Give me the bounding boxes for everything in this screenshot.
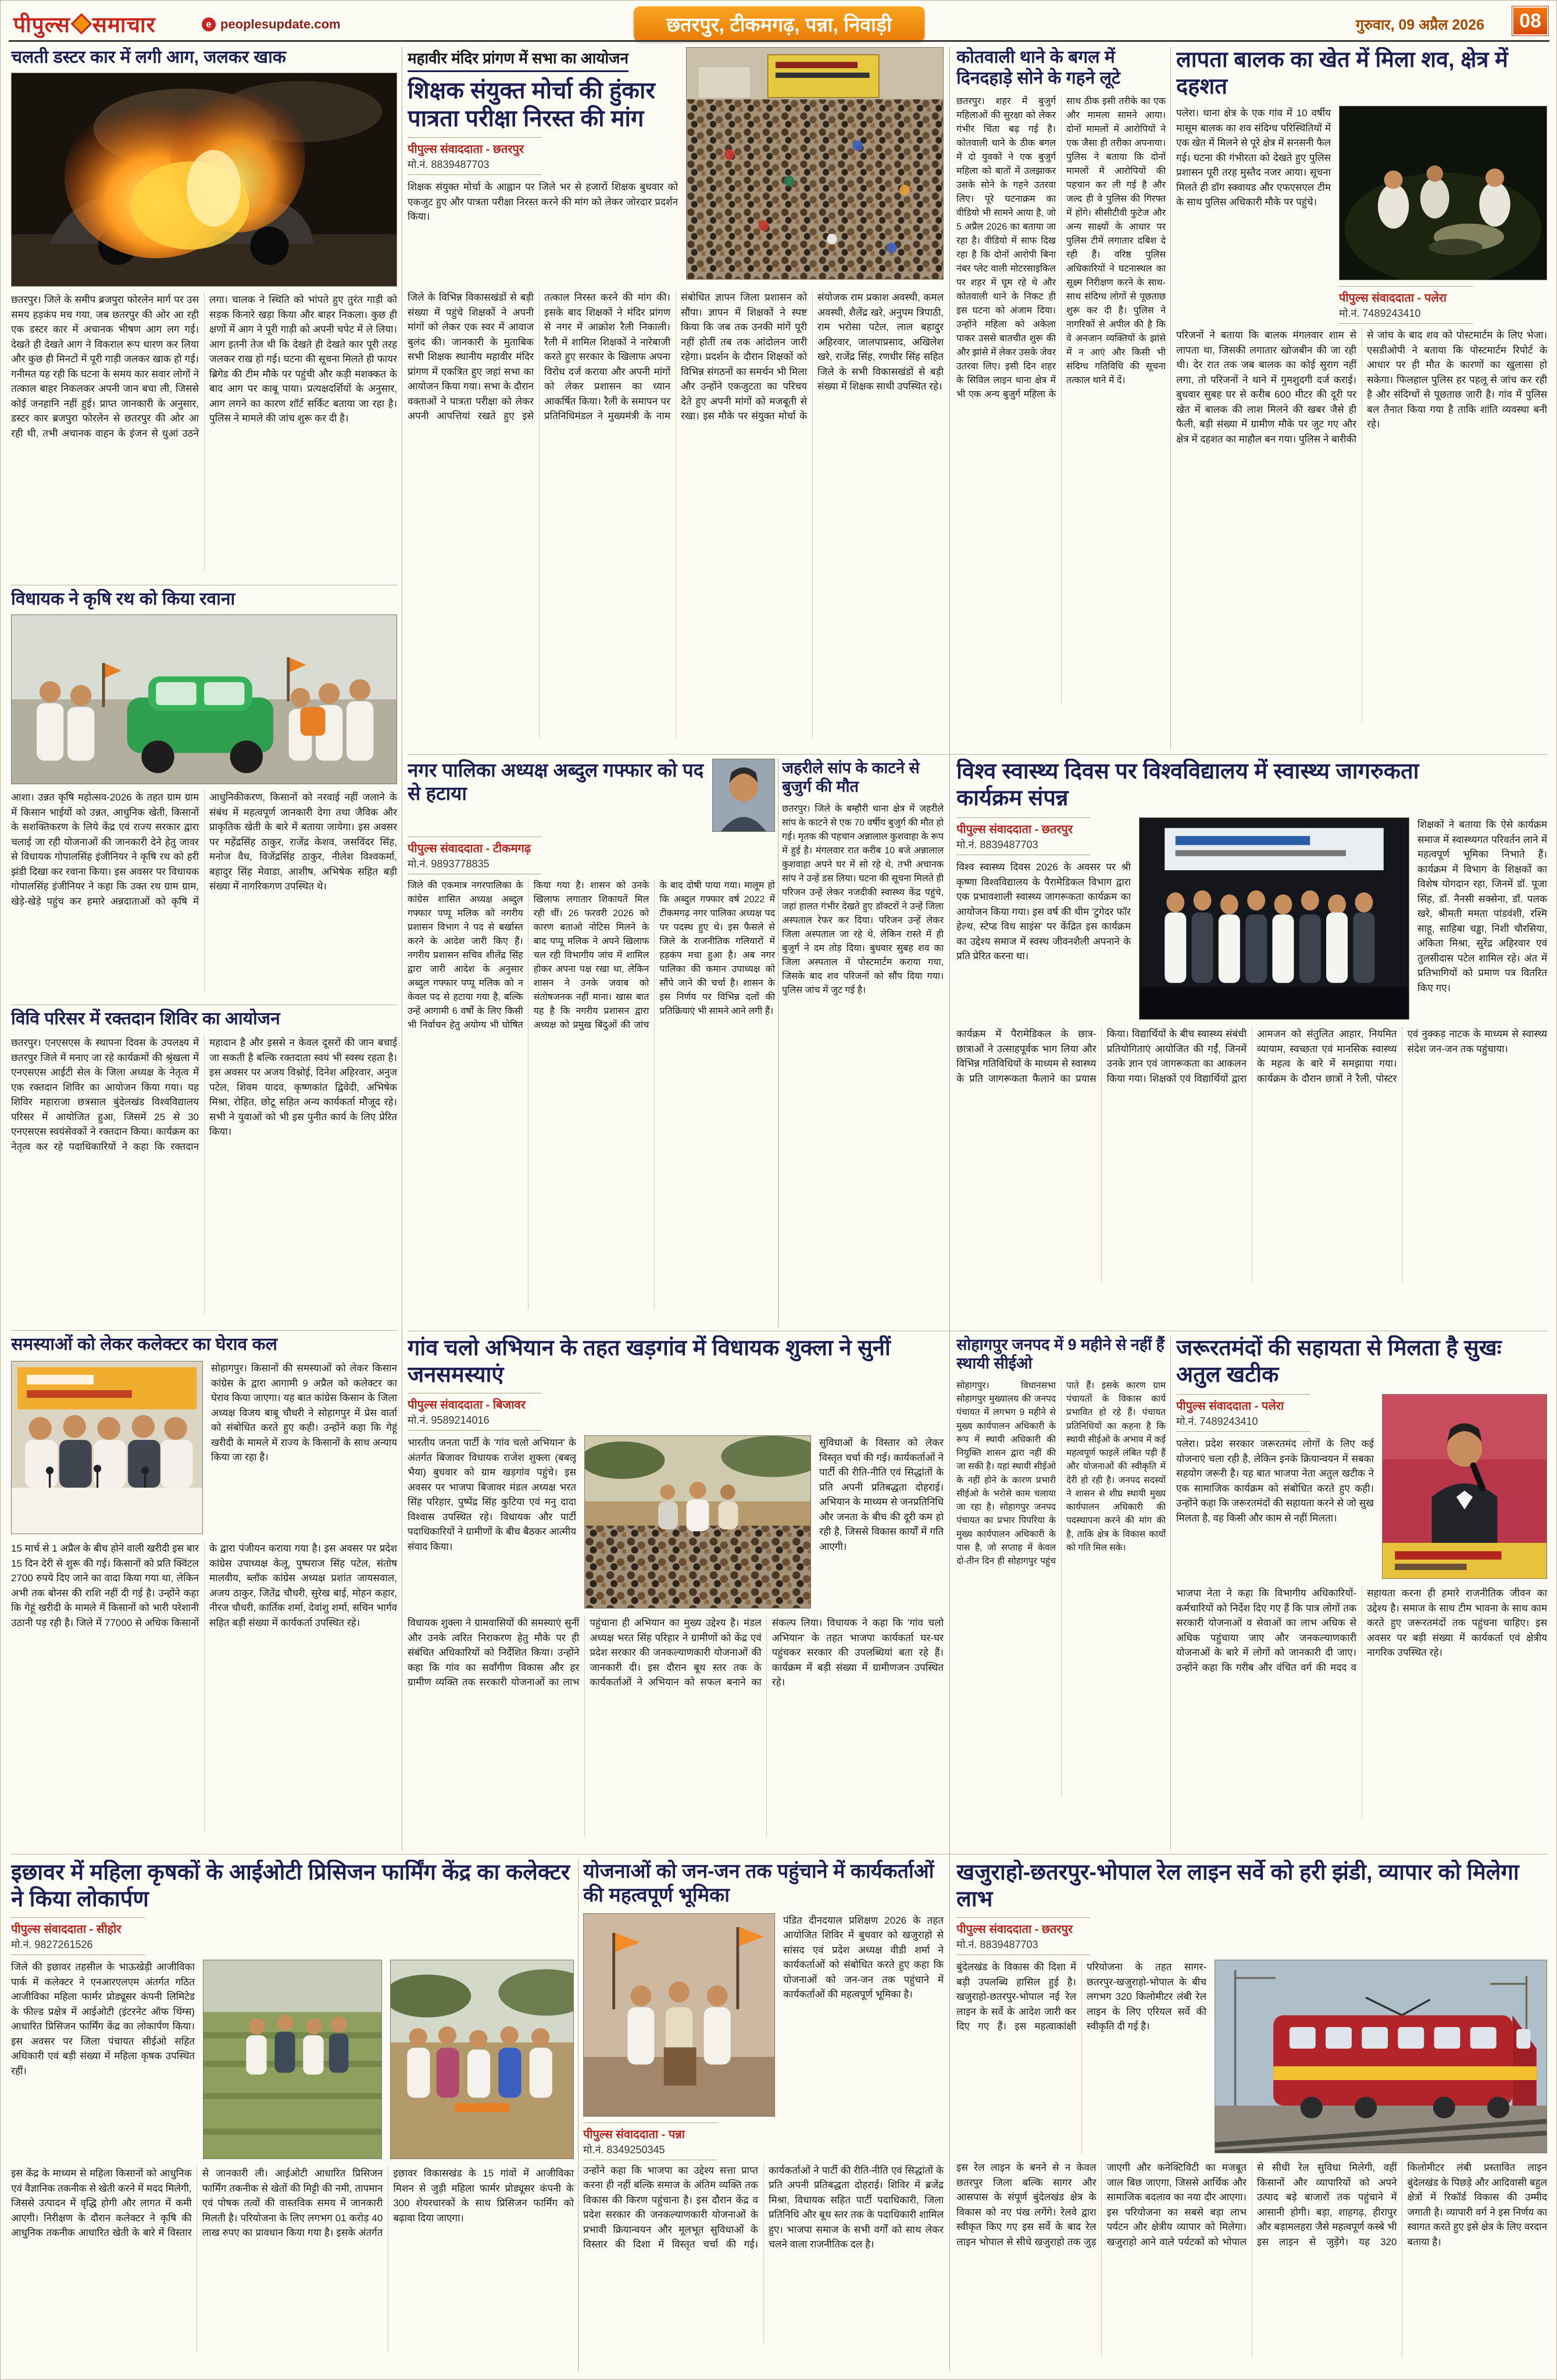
byline: [408, 837, 541, 874]
logo-text-2: समाचार: [92, 13, 156, 37]
byline: [1176, 1394, 1310, 1432]
article-headline: नगर पालिका अध्यक्ष अब्दुल गफ्फार को पद से हटाया: [408, 759, 704, 804]
article-body: छतरपुर। जिले के समीप ब्रजपुरा फोरलेन मार्ग पर उस समय हड़कंप मच गया, जब छतरपुर की ओर आ रही एक डस्टर कार में अचानक भीषण आग लग गई। देखते ही देखते आग ने विकराल रूप धारण कर लिया और कुछ ही मिनटों में पूरी गाड़ी जलकर खाक हो गई। गनीमत यह रही कि घटना के समय कार सवार लोगों ने तत्काल बाहर निकलकर अपनी जान बचा ली, जिससे कोई जनहानि नहीं हुई। प्राप्त जानकारी के अनुसार, डस्टर कार ब्रजपुरा फोरलेन से छतरपुर की ओर आ रही थी, तभी अचानक वाहन के इंजन से धुआं उठने लगा। चालक ने स्थिति को भांपते हुए तुरंत गाड़ी को सड़क किनारे खड़ा किया और बाहर निकला। कुछ ही क्षणों में आग ने पूरी गाड़ी को अपनी चपेट में ले लिया। आग इतनी तेज थी कि देखते ही देखते कार पूरी तरह जलकर राख हो गई। घटना की सूचना मिलते ही फायर ब्रिगेड की टीम मौके पर पहुंची और कड़ी मशक्कत के बाद आग पर काबू पाया। प्रत्यक्षदर्शियों के अनुसार, आग लगने का कारण शॉर्ट सर्किट बताया जा रहा है। पुलिस ने मामले की जांच शुरू कर दी है।: [11, 294, 397, 439]
byline-phone: मो.नं. 7489243410: [1339, 308, 1421, 320]
byline-reporter: पीपुल्स संवाददाता - छतरपुर: [956, 823, 1073, 837]
article-body: परिजनों ने बताया कि बालक मंगलवार शाम से लापता था, जिसकी लगातार खोजबीन की जा रही थी। देर रात तक जब बालक का कोई सुराग नहीं लगा, तो परिजनों ने थाने में गुमशुदगी दर्ज कराई। बुधवार सुबह घर से करीब 600 मीटर की दूरी पर खेत में बालक की लाश मिलने की खबर जैसे ही फैली, बड़ी संख्या में ग्रामीण मौके पर जुट गए और क्षेत्र में दहशत का माहौल बन गया। पुलिस ने बारीकी से जांच के बाद शव को पोस्टमार्टम के लिए भेजा। एसडीओपी ने बताया कि पोस्टमार्टम रिपोर्ट के आधार पर ही मौत के कारणों का खुलासा हो सकेगा। फिलहाल पुलिस हर पहलू से जांच कर रही है और संदिग्धों से पूछताछ जारी है। गांव में पुलिस बल तैनात किया गया है ताकि शांति व्यवस्था बनी रहे।: [1176, 330, 1547, 445]
divider: [408, 754, 1547, 755]
byline-reporter: पीपुल्स संवाददाता - पलेरा: [1176, 1400, 1284, 1413]
article-headline: सोहागपुर जनपद में 9 महीने से नहीं हैं स्थायी सीईओ: [956, 1336, 1165, 1373]
article-kicker: महावीर मंदिर प्रांगण में सभा का आयोजन: [408, 47, 628, 72]
page-number: 08: [1512, 6, 1548, 35]
article-lede: बुंदेलखंड के विकास की दिशा में बड़ी उपलब्धि हासिल हुई है। खजुराहो-छतरपुर-भोपाल नई रेल लाइन के सर्वे के आदेश जारी कर दिए गए हैं। इस महत्वाकांक्षी परियोजना के तहत सागर-छतरपुर-खजुराहो-भोपाल के बीच लगभग 320 किलोमीटर लंबी रेल लाइन के लिए एरियल सर्वे की स्वीकृति दी गई है।: [956, 1961, 1206, 2032]
byline-phone: मो.नं. 8839487703: [956, 1939, 1038, 1951]
article-car-fire: [11, 47, 397, 583]
column-rule: [949, 47, 950, 2371]
article-body: आशा। उन्नत कृषि महोत्सव-2026 के तहत ग्राम ग्राम में किसान भाईयों को उन्नत, आधुनिक खेती, किसानों के सशक्तिकरण के लिये केंद्र एवं राज्य सरकार द्वारा चलाई जा रही योजनाओं की जानकारी देने हेतु जावर से विधायक गोपालसिंह इंजीनियर ने कृषि रथ को हरी झंडी दिखा कर रवाना किया। इस अवसर पर विधायक गोपालसिंह इंजीनियर ने कहा कि उक्त रथ ग्राम ग्राम, खेड़े-खेड़े पहुंच कर हमारे अन्नदाताओं को कृषि में आधुनिकीकरण, किसानों को नरवाई नहीं जलाने के संबंध में महत्वपूर्ण जानकारी देगा तथा जैविक और प्राकृतिक खेती के बारे में बताया जायेगा। इस अवसर पर महेंद्रसिंह ठाकुर, राजेंद्र केशव, जसविंदर सिंह, मनोज वैध, विजेंद्रसिंह ठाकुर, नीलेश विश्वकर्मा, बहादुर सिंह मेवाडा, आशीष, अभिषेक सहित बड़ी संख्या में नागरिकगण उपस्थित थे।: [11, 792, 397, 907]
article-lede: भारतीय जनता पार्टी के 'गांव चलो अभियान' के अंतर्गत बिजावर विधायक राजेश शुक्ला (बबलू भैया) बुधवार को ग्राम खड़गांव पहुंचे। इस अवसर पर भाजपा बिजावर मंडल अध्यक्ष भरत सिंह परिहार, पुष्पेंद्र सिंह कुटिया एवं मनु दादा विश्वास उपस्थित रहे। विधायक और पार्टी पदाधिकारियों ने ग्रामीणों के बीच बैठकर आत्मीय संवाद किया।: [408, 1437, 576, 1552]
iot-inauguration-photo: [390, 1960, 574, 2159]
article-body: विधायक शुक्ला ने ग्रामवासियों की समस्याएं सुनीं और उनके त्वरित निराकरण हेतु मौके पर ही संबंधित अधिकारियों को निर्देशित किया। उन्होंने कहा कि गांव का सर्वांगीण विकास और हर ग्रामीण व्यक्ति तक सरकारी योजनाओं का लाभ पहुंचाना ही अभियान का मुख्य उद्देश्य है। मंडल अध्यक्ष भरत सिंह परिहार ने ग्रामीणों को केंद्र एवं प्रदेश सरकार की जनकल्याणकारी योजनाओं की जानकारी दी। इस दौरान बूथ स्तर तक के कार्यकर्ताओं ने अभियान को सफल बनाने का संकल्प लिया। विधायक ने कहा कि 'गांव चलो अभियान' के तहत भाजपा कार्यकर्ता घर-घर पहुंचकर सरकार की उपलब्धियां बता रहे हैं। कार्यक्रम में बड़ी संख्या में ग्रामीणजन उपस्थित रहे।: [408, 1617, 944, 1688]
byline: [956, 817, 1090, 855]
article-body: छतरपुर। शहर में बुजुर्ग महिलाओं की सुरक्षा को लेकर गंभीर चिंता बढ़ गई है। कोतवाली थाने के ठीक बगल में दो युवकों ने एक बुजुर्ग महिला को बातों में उलझाकर उसके सोने के गहने उतरवा लिए। पूरे घटनाक्रम का वीडियो भी सामने आया है, जो 5 अप्रैल 2026 का बताया जा रहा है। वीडियो में साफ दिख रहा है कि दोनों आरोपी बिना नंबर प्लेट वाली मोटरसाइकिल पर शहर में घूम रहे थे और कोतवाली थाने के निकट ही इस घटना को अंजाम दिया। उन्होंने महिला को अकेला पाकर उससे बातचीत शुरू की और झांसे में लेकर उसके जेवर उतरवा लिए। इसी दिन शहर के सिविल लाइन थाना क्षेत्र में भी एक अन्य बुजुर्ग महिला के साथ ठीक इसी तरीके का एक और मामला सामने आया। दोनों मामलों में आरोपियों ने एक जैसा ही तरीका अपनाया। पुलिस ने बताया कि दोनों मामलों में आरोपियों की पहचान कर ली गई है और जल्द ही वे पुलिस की गिरफ्त में होंगे। सीसीटीवी फुटेज और अन्य साक्ष्यों के आधार पर पुलिस टीमें लगातार दबिश दे रही हैं। वरिष्ठ पुलिस अधिकारियों ने घटनास्थल का सूक्ष्म निरीक्षण करने के साथ-साथ संदिग्ध लोगों से पूछताछ शुरू कर दी है। पुलिस ने नागरिकों से अपील की है कि वे अनजान व्यक्तियों के झांसे में न आएं और किसी भी संदिग्ध गतिविधि की सूचना तत्काल थाने में दें।: [956, 97, 1166, 399]
train-photo: [1215, 1960, 1547, 2153]
article-body: सोहागपुर। विधानसभा सोहागपुर मुख्यालय की जनपद पंचायत में लगभग 9 महीने से मुख्य कार्यपालन अधिकारी के रूप में स्थायी अधिकारी की नियुक्ति शासन द्वारा नहीं की जा सकी है। यहां स्थायी सीईओ के नहीं होने के कारण प्रभारी सीईओ के भरोसे काम चलाया जा रहा है। सोहागपुर जनपद पंचायत का प्रभार पिपरिया के मुख्य कार्यपालन अधिकारी के पास है, जो सप्ताह में केवल दो-तीन दिन ही सोहागपुर पहुंच पाते हैं। इसके कारण ग्राम पंचायतों के विकास कार्य प्रभावित हो रहे हैं। पंचायत प्रतिनिधियों का कहना है कि स्थायी सीईओ के अभाव में कई महत्वपूर्ण फाइलें लंबित पड़ी हैं और योजनाओं की स्वीकृति में देरी हो रही है। जनपद सदस्यों ने शासन से शीघ्र स्थायी मुख्य कार्यपालन अधिकारी की पदस्थापना करने की मांग की है, ताकि क्षेत्र के विकास कार्यों को गति मिल सके।: [956, 1380, 1166, 1567]
article-side-text: सुविधाओं के विस्तार को लेकर विस्तृत चर्चा की गई। कार्यकर्ताओं ने पार्टी की रीति-नीति एवं सिद्धांतों के प्रति अपनी प्रतिबद्धता दोहराई। अभियान के माध्यम से जनप्रतिनिधि और जनता के बीच की दूरी कम हो रही है, जिससे विकास कार्यों में गति आएगी।: [819, 1437, 944, 1552]
region-banner: छतरपुर, टीकमगढ़, पन्ना, निवाड़ी: [634, 6, 924, 41]
website-icon: e: [202, 17, 216, 31]
article-lede: पलेरा। थाना क्षेत्र के एक गांव में 10 वर्षीय मासूम बालक का शव संदिग्ध परिस्थितियों में एक खेत में मिलने से पूरे क्षेत्र में सनसनी फैल गई। घटना की गंभीरता को देखते हुए पुलिस प्रशासन पूरी तरह मुस्तैद नजर आया। सूचना मिलते ही डॉग स्क्वायड और एफएसएल टीम के साथ पुलिस अधिकारी मौके पर पहुंचे।: [1176, 108, 1331, 208]
byline-phone: मो.नं. 9589214016: [408, 1414, 490, 1427]
logo-emblem-icon: [70, 13, 92, 34]
article-lede: शिक्षक संयुक्त मोर्चा के आह्वान पर जिले भर से हजारों शिक्षक बुधवार को एकजुट हुए और पात्रता परीक्षा निरस्त करने की मांग को लेकर जोरदार प्रदर्शन किया।: [408, 181, 678, 222]
article-headline: विधायक ने कृषि रथ को किया रवाना: [11, 589, 235, 609]
article-shikshak-morcha: [408, 47, 944, 749]
article-rail-line: [956, 1860, 1547, 2371]
byline-reporter: पीपुल्स संवाददाता - सीहोर: [11, 1923, 122, 1936]
article-body: जिले की एकमात्र नगरपालिका के कांग्रेस शासित अध्यक्ष अब्दुल गफ्फार पप्पू मलिक को नगरीय प्रशासन विभाग ने पद से बर्खास्त करने के आदेश जारी किए हैं। नगरीय प्रशासन सचिव शीलेंद्र सिंह द्वारा जारी आदेश के अनुसार अब्दुल गफ्फार पप्पू मलिक को न केवल पद से हटाया गया है, बल्कि उन्हें आगामी 6 वर्षों के लिए किसी भी निर्वाचन हेतु अयोग्य भी घोषित किया गया है। शासन को उनके खिलाफ लगातार शिकायतें मिल रही थीं। 26 फरवरी 2026 को कारण बताओ नोटिस मिलने के बाद पप्पू मलिक ने अपने खिलाफ चल रही विभागीय जांच में शामिल होकर अपना पक्ष रखा था, लेकिन शासन ने उनके जवाब को संतोषजनक नहीं माना। खास बात यह है कि नगरीय प्रशासन द्वारा अध्यक्ष को प्रमुख बिंदुओं की जांच के बाद दोषी पाया गया। मालूम हो कि अब्दुल गफ्फार वर्ष 2022 में टीकमगढ़ नगर पालिका अध्यक्ष पद पर पदस्थ हुए थे। इस फैसले से जिले के राजनीतिक गलियारों में हड़कंप मचा हुआ है। अब नगर पालिका की कमान उपाध्यक्ष को सौंपे जाने की चर्चा है। शासन के इस निर्णय पर विभिन्न दलों की प्रतिक्रियाएं भी सामने आने लगी हैं।: [408, 881, 775, 1030]
article-headline: कोतवाली थाने के बगल में दिनदहाड़े सोने के गहने लूटे: [956, 48, 1121, 88]
article-snake-death: [782, 759, 944, 1327]
article-krishi-rath: [11, 589, 397, 1002]
article-body: छतरपुर। जिले के बम्हौरी थाना क्षेत्र में जहरीले सांप के काटने से एक 70 वर्षीय बुजुर्ग की मौत हो गई। मृतक की पहचान अन्नालाल कुशवाहा के रूप में हुई है। मंगलवार रात करीब 10 बजे अन्नालाल कुशवाहा अपने घर में सो रहे थे, तभी अचानक सांप ने उन्हें डस लिया। घटना की सूचना मिलते ही परिजन उन्हें लेकर नजदीकी स्वास्थ्य केंद्र पहुंचे, जहां हालत गंभीर देखते हुए डॉक्टरों ने उन्हें जिला अस्पताल रेफर कर दिया। परिजन उन्हें लेकर जिला अस्पताल जा रहे थे, लेकिन रास्ते में ही बुजुर्ग ने दम तोड़ दिया। बुधवार सुबह शव का जिला अस्पताल में पोस्टमार्टम कराया गया, जिसके बाद शव परिजनों को सौंप दिया गया। पुलिस जांच में जुट गई है।: [782, 803, 944, 995]
article-ichhawar-farming: [11, 1860, 574, 2371]
byline-phone: मो.नं. 8839487703: [408, 159, 490, 170]
night-field-photo: [1339, 106, 1547, 280]
article-side-text: शिक्षकों ने बताया कि ऐसे कार्यक्रम समाज में स्वास्थ्यगत परिवर्तन लाने में महत्वपूर्ण भूमिका निभाते हैं। कार्यक्रम में विभाग के शिक्षकों का विशेष योगदान रहा, जिनमें डॉ. पूजा सिंह, डॉ. नैनसी सक्सेना, डॉ. पलक खरे, श्रीमती ममता पांडवंशी, रश्मि साहू, साहिबा चड्ढा, निशी चौरसिया, अंकिता मिश्रा, सुरेंद्र अहिरवार एवं तुलसीदास पटेल शामिल रहे। अंत में प्रतिभागियों को प्रमाण पत्र वितरित किए गए।: [1417, 819, 1547, 994]
article-raktdan: [11, 1009, 397, 1327]
website-url: [202, 17, 341, 32]
article-headline: शिक्षक संयुक्त मोर्चा की हुंकार पात्रता परीक्षा निरस्त की मांग: [408, 78, 655, 131]
article-kotwali-loot: [956, 47, 1166, 749]
byline-reporter: पीपुल्स संवाददाता - टीकमगढ़: [408, 842, 531, 855]
article-headline: जरूरतमंदों की सहायता से मिलता है सुखः अतुल खटीक: [1176, 1336, 1502, 1387]
krishi-rath-photo: [11, 614, 397, 784]
article-body: इस केंद्र के माध्यम से महिला किसानों को आधुनिक एवं वैज्ञानिक तकनीक से खेती करने में मदद मिलेगी, जिससे उत्पादन में वृद्धि होगी और लागत में कमी आएगी। निरीक्षण के दौरान कलेक्टर ने कृषि की आधुनिक तकनीक आधारित खेती के बारे में विस्तार से जानकारी ली। आईओटी आधारित प्रिसिजन फार्मिंग तकनीक से खेतों की मिट्टी की नमी, तापमान एवं पोषक तत्वों की वास्तविक समय में जानकारी मिलती है। परियोजना के लिए लगभग 01 करोड़ 40 लाख रुपए का प्रावधान किया गया है। इसके अंतर्गत इछावर विकासखंड के 15 गांवों में आजीविका मिशन से जुड़ी महिला फार्मर प्रोड्यूसर कंपनी के 300 शेयरधारकों के साथ प्रिसिजन फार्मिंग को बढ़ावा दिया जाएगा।: [11, 2168, 574, 2239]
newspaper-logo: [13, 9, 156, 38]
article-headline: चलती डस्टर कार में लगी आग, जलकर खाक: [11, 48, 286, 67]
article-lede: पलेरा। प्रदेश सरकार जरूरतमंद लोगों के लिए कई योजनाएं चला रही है, लेकिन इनके क्रियान्वयन में सबका सहयोग जरूरी है। यह बात भाजपा नेता अतुल खटीक ने एक सामाजिक कार्यक्रम को संबोधित करते हुए कही। उन्होंने कहा कि जरूरतमंदों की सहायता करने से जो सुख मिलता है, वह किसी और काम से नहीं मिलता।: [1176, 1438, 1374, 1524]
article-body: छतरपुर। एनएसएस के स्थापना दिवस के उपलक्ष्य में छतरपुर जिले में मनाए जा रहे कार्यक्रमों की श्रृंखला में एनएसएस आईटी सेल के जिला अध्यक्ष के नेतृत्व में एक रक्तदान शिविर का आयोजन किया गया। यह शिविर महाराजा छत्रसाल बुंदेलखंड विश्वविद्यालय परिसर में आयोजित हुआ, जिसमें 25 से 30 एनएसएस स्वयंसेवकों ने रक्तदान किया। कार्यक्रम का नेतृत्व कर रहे पदाधिकारियों ने कहा कि रक्तदान महादान है और इससे न केवल दूसरों की जान बचाई जा सकती है बल्कि रक्तदाता स्वयं भी स्वस्थ रहता है। इस अवसर पर अजय विश्नोई, दिनेश अहिरवार, अनुज पटेल, शिवम यादव, कृष्णकांत द्विवेदी, अभिषेक मिश्रा, रोहित, छोटू सहित अन्य कार्यकर्ता मौजूद रहे। सभी ने युवाओं को भी इस पुनीत कार्य के लिए प्रेरित किया।: [11, 1037, 397, 1152]
abdul-gaffar-portrait: [712, 759, 775, 832]
atul-khatik-photo: [1382, 1394, 1547, 1579]
article-headline: समस्याओं को लेकर कलेक्टर का घेराव कल: [11, 1335, 277, 1354]
article-lede: विश्व स्वास्थ्य दिवस 2026 के अवसर पर श्री कृष्णा विश्वविद्यालय के पैरामेडिकल विभाग द्वारा एक प्रभावशाली स्वास्थ्य जागरूकता कार्यक्रम का आयोजन किया गया। इस वर्ष की थीम 'टुगेदर फॉर हेल्थ, स्टेप्ड विथ साइंस' पर केंद्रित इस कार्यक्रम का उद्देश्य समाज में स्वस्थ जीवनशैली अपनाने के प्रति प्रेरित करना था।: [956, 862, 1131, 962]
article-headline: लापता बालक का खेत में मिला शव, क्षेत्र में दहशत: [1176, 48, 1508, 99]
byline: [956, 1917, 1090, 1955]
column-rule: [1170, 1335, 1171, 1849]
byline-phone: मो.नं. 9827261526: [11, 1939, 93, 1951]
edition-date: गुरुवार, 09 अप्रैल 2026: [1355, 17, 1484, 33]
byline-phone: मो.नं. 8349250345: [583, 2143, 665, 2156]
article-atul-khatik: [1176, 1335, 1547, 1849]
article-sohagpur-ceo: [956, 1335, 1166, 1849]
byline-reporter: पीपुल्स संवाददाता - छतरपुर: [956, 1923, 1073, 1936]
article-gaon-chalo: [408, 1335, 944, 1849]
article-body: 15 मार्च से 1 अप्रैल के बीच होने वाली खरीदी इस बार 15 दिन देरी से शुरू की गई। किसानों को प्रति क्विंटल 2700 रुपये दिए जाने का वादा किया गया था, लेकिन अभी तक बोनस की राशि नहीं दी गई है। उन्होंने कहा कि गेहूं खरीदी के मामले में किसानों को भारी परेशानी उठानी पड़ रही है। जिले में 77000 से अधिक किसानों के द्वारा पंजीयन कराया गया है। इस अवसर पर प्रदेश कांग्रेस उपाध्यक्ष केलू, पुष्पराज सिंह पटेल, संतोष मालवीय, ब्लॉक कांग्रेस अध्यक्ष प्रशांत जायसवाल, अजय ठाकुर, जितेंद्र चौधरी, सुरेख बाई, मोहन कहार, नीरज चौधरी, कार्तिक शर्मा, देवांशु शर्मा, सचिन भार्गव सहित बड़ी संख्या में कार्यकर्ता उपस्थित रहे।: [11, 1543, 397, 1628]
masthead-divider: [9, 40, 1549, 42]
article-lede: सोहागपुर। किसानों की समस्याओं को लेकर किसान कांग्रेस के द्वारा आगामी 9 अप्रैल को कलेक्टर का घेराव किया जाएगा। यह बात कांग्रेस किसान के जिला अध्यक्ष विजय बाबू चौधरी ने सोहागपुर में प्रेस वार्ता को संबोधित करते हुए कही। उन्होंने कहा कि गेहूं खरीदी के मामले में राज्य के किसानों के साथ अन्याय किया जा रहा है।: [211, 1363, 397, 1463]
byline-phone: मो.नं. 7489243410: [1176, 1416, 1258, 1428]
byline-reporter: पीपुल्स संवाददाता - छतरपुर: [408, 143, 524, 156]
article-body: भाजपा नेता ने कहा कि विभागीय अधिकारियों-कर्मचारियों को निर्देश दिए गए हैं कि पात्र लोगों तक सरकारी योजनाओं व सेवाओं का लाभ अधिक से अधिक पहुंचाया जाए और जनकल्याणकारी योजनाओं के बारे में लोगों को जानकारी दी जाए। उन्होंने कहा कि गरीब और वंचित वर्ग की मदद व सहायता करना ही हमारे राजनीतिक जीवन का उद्देश्य है। समाज के साथ टीम भावना के साथ काम करते हुए जरूरतमंदों तक पहुंचना चाहिए। इस अवसर पर बड़ी संख्या में कार्यकर्ता एवं क्षेत्रीय नागरिक उपस्थित रहे।: [1176, 1588, 1547, 1673]
article-headline: विवि परिसर में रक्तदान शिविर का आयोजन: [11, 1009, 280, 1028]
byline: [11, 1917, 145, 1955]
byline-phone: मो.नं. 8839487703: [956, 839, 1038, 851]
divider: [11, 1330, 397, 1331]
byline-phone: मो.नं. 9893778835: [408, 858, 490, 870]
column-rule: [1170, 47, 1171, 749]
website-text: peoplesupdate.com: [220, 17, 341, 31]
article-lede: जिले की इछावर तहसील के भाऊखेड़ी आजीविका पार्क में कलेक्टर ने एनआरएलएम अंतर्गत गठित आजीविका महिला फार्मर प्रोड्यूसर कंपनी लिमिटेड के फील्ड प्रक्षेत्र में आईओटी (इंटरनेट ऑफ थिंग्स) आधारित प्रिसिजन फार्मिंग केंद्र का लोकार्पण किया। इस अवसर पर जिला पंचायत सीईओ सहित अधिकारी एवं बड़ी संख्या में महिला कृषक उपस्थित रहीं।: [11, 1961, 195, 2077]
byline: [583, 2122, 717, 2160]
article-collector-gherav: [11, 1334, 397, 1850]
byline: [408, 137, 541, 175]
yojana-shivir-photo: [583, 1913, 775, 2117]
press-conference-photo: [11, 1361, 203, 1534]
logo-text-1: पीपुल्स: [13, 13, 70, 37]
article-lede: पंडित दीनदयाल प्रशिक्षण 2026 के तहत आयोजित शिविर में बुधवार को खजुराहो से सांसद एवं प्रदेश अध्यक्ष वीडी शर्मा ने कार्यकर्ताओं को संबोधित करते हुए कहा कि योजनाओं को जन-जन तक पहुंचाने में कार्यकर्ताओं की महत्वपूर्ण भूमिका है।: [783, 1914, 944, 2000]
byline-reporter: पीपुल्स संवाददाता - पन्ना: [583, 2128, 685, 2141]
article-nagar-palika: [408, 759, 775, 1327]
article-headline: इछावर में महिला कृषकों के आईओटी प्रिसिजन फार्मिंग केंद्र का कलेक्टर ने किया लोकार्पण: [11, 1860, 570, 1911]
byline-reporter: पीपुल्स संवाददाता - बिजावर: [408, 1399, 526, 1412]
article-headline: योजनाओं को जन-जन तक पहुंचाने में कार्यकर्ताओं की महत्वपूर्ण भूमिका: [583, 1860, 934, 1906]
byline: [408, 1393, 541, 1431]
article-body: कार्यक्रम में पैरामेडिकल के छात्र-छात्राओं ने उत्साहपूर्वक भाग लिया और विभिन्न गतिविधियों के माध्यम से स्वास्थ्य के प्रति जागरूकता फैलाने का प्रयास किया। विद्यार्थियों के बीच स्वास्थ्य संबंधी प्रतियोगिताएं आयोजित की गईं, जिनमें उनके ज्ञान एवं जागरूकता का आकलन किया गया। शिक्षकों एवं विद्यार्थियों द्वारा आमजन को संतुलित आहार, नियमित व्यायाम, स्वच्छता एवं मानसिक स्वास्थ्य के महत्व के बारे में समझाया गया। कार्यक्रम के दौरान छात्रों ने रैली, पोस्टर एवं नुक्कड़ नाटक के माध्यम से स्वास्थ्य संदेश जन-जन तक पहुंचाया।: [956, 1028, 1547, 1084]
article-headline: विश्व स्वास्थ्य दिवस पर विश्वविद्यालय में स्वास्थ्य जागरुकता कार्यक्रम संपन्न: [956, 759, 1419, 810]
article-yojana-shivir: [583, 1860, 944, 2371]
khadgaon-meeting-photo: [584, 1435, 811, 1609]
column-rule: [778, 759, 779, 1327]
iot-farm-field-photo: [203, 1960, 382, 2159]
article-health-day: [956, 759, 1547, 1327]
teachers-rally-photo: [686, 47, 944, 280]
health-program-photo: [1139, 817, 1409, 1020]
article-headline: गांव चलो अभियान के तहत खड़गांव में विधायक शुक्ला ने सुनीं जनसमस्याएं: [408, 1336, 891, 1387]
masthead: [10, 5, 1548, 38]
byline: [1339, 286, 1473, 324]
burning-car-photo: [11, 73, 397, 287]
article-body: जिले के विभिन्न विकासखंडों से बड़ी संख्या में पहुंचे शिक्षकों ने अपनी मांगों को लेकर एक स्वर में आवाज बुलंद की। जानकारी के मुताबिक सभी शिक्षक स्थानीय महावीर मंदिर प्रांगण में एकत्रित हुए जहां सभा का आयोजन किया गया। सभा के दौरान वक्ताओं ने पात्रता परीक्षा को लेकर अपनी आपत्तियां रखते हुए इसे तत्काल निरस्त करने की मांग की। इसके बाद शिक्षकों ने मंदिर प्रांगण से नगर में आक्रोश रैली निकाली। रैली में शामिल शिक्षकों ने नारेबाजी करते हुए सरकार के खिलाफ अपना विरोध दर्ज कराया और अपनी मांगों को लेकर प्रशासन का ध्यान आकर्षित किया। रैली के समापन पर प्रतिनिधिमंडल ने मुख्यमंत्री के नाम संबोधित ज्ञापन जिला प्रशासन को सौंपा। ज्ञापन में शिक्षकों ने स्पष्ट किया कि जब तक उनकी मांगें पूरी नहीं होतीं तब तक आंदोलन जारी रहेगा। प्रदर्शन के दौरान शिक्षकों को विभिन्न संगठनों का समर्थन भी मिला और उन्होंने एकजुटता का परिचय देते हुए अपनी मांगों को मजबूती से रखा। इस मौके पर संयुक्त मोर्चा के संयोजक राम प्रकाश अवस्थी, कमल अवस्थी, शैलेंद्र खरे, अनुपम त्रिपाठी, राम भरोसा पटेल, लाल बहादुर अहिरवार, जालपाप्रसाद, अखिलेश खरे, राजेंद्र सिंह, रणधीर सिंह सहित जिले के सभी विकासखंडों से बड़ी संख्या में शिक्षक साथी उपस्थित रहे।: [408, 292, 944, 421]
article-headline: खजुराहो-छतरपुर-भोपाल रेल लाइन सर्वे को हरी झंडी, व्यापार को मिलेगा लाभ: [956, 1860, 1519, 1911]
byline-reporter: पीपुल्स संवाददाता - पलेरा: [1339, 292, 1447, 305]
article-lapata-balak: [1176, 47, 1547, 749]
article-body: इस रेल लाइन के बनने से न केवल छतरपुर जिला बल्कि सागर और आसपास के संपूर्ण बुंदेलखंड क्षेत्र के विकास को नए पंख लगेंगे। रेलवे द्वारा स्वीकृत किए गए इस सर्वे के बाद रेल लाइन भोपाल से सीधे खजुराहो तक जुड़ जाएगी और कनेक्टिविटी का मजबूत जाल बिछ जाएगा, जिससे आर्थिक और सामाजिक बदलाव का नया दौर आएगा। इस परियोजना का सबसे बड़ा लाभ पर्यटन और क्षेत्रीय व्यापार को मिलेगा। खजुराहो आने वाले पर्यटकों को भोपाल से सीधी रेल सुविधा मिलेगी, वहीं किसानों और व्यापारियों को अपने उत्पाद बड़े बाजारों तक पहुंचाने में आसानी होगी। बड़ा, शाहगढ़, हीरापुर और बड़ामलहरा जैसे महत्वपूर्ण कस्बे भी इस लाइन से जुड़ेंगे। यह 320 किलोमीटर लंबी प्रस्तावित लाइन बुंदेलखंड के पिछड़े और आदिवासी बहुल क्षेत्रों में रिकॉर्ड विकास की उम्मीद जगाती है। व्यापारी वर्ग ने इस निर्णय का स्वागत करते हुए इसे क्षेत्र के लिए वरदान बताया है।: [956, 2162, 1547, 2247]
article-body: उन्होंने कहा कि भाजपा का उद्देश्य सत्ता प्राप्त करना ही नहीं बल्कि समाज के अंतिम व्यक्ति तक विकास की किरण पहुंचाना है। इस दौरान केंद्र व प्रदेश सरकार की जनकल्याणकारी योजनाओं के प्रभावी क्रियान्वयन और मूलभूत सुविधाओं के विस्तार की दिशा में विस्तृत चर्चा की गई। कार्यकर्ताओं ने पार्टी की रीति-नीति एवं सिद्धांतों के प्रति अपनी प्रतिबद्धता दोहराई। शिविर में ब्रजेंद्र मिश्रा, विधायक सहित पार्टी पदाधिकारी, जिला प्रतिनिधि और बूथ स्तर तक के पदाधिकारी शामिल हुए। भाजपा समाज के सभी वर्गों को साथ लेकर चलने वाला राजनीतिक दल है।: [583, 2164, 944, 2250]
article-headline: जहरीले सांप के काटने से बुजुर्ग की मौत: [782, 759, 920, 796]
